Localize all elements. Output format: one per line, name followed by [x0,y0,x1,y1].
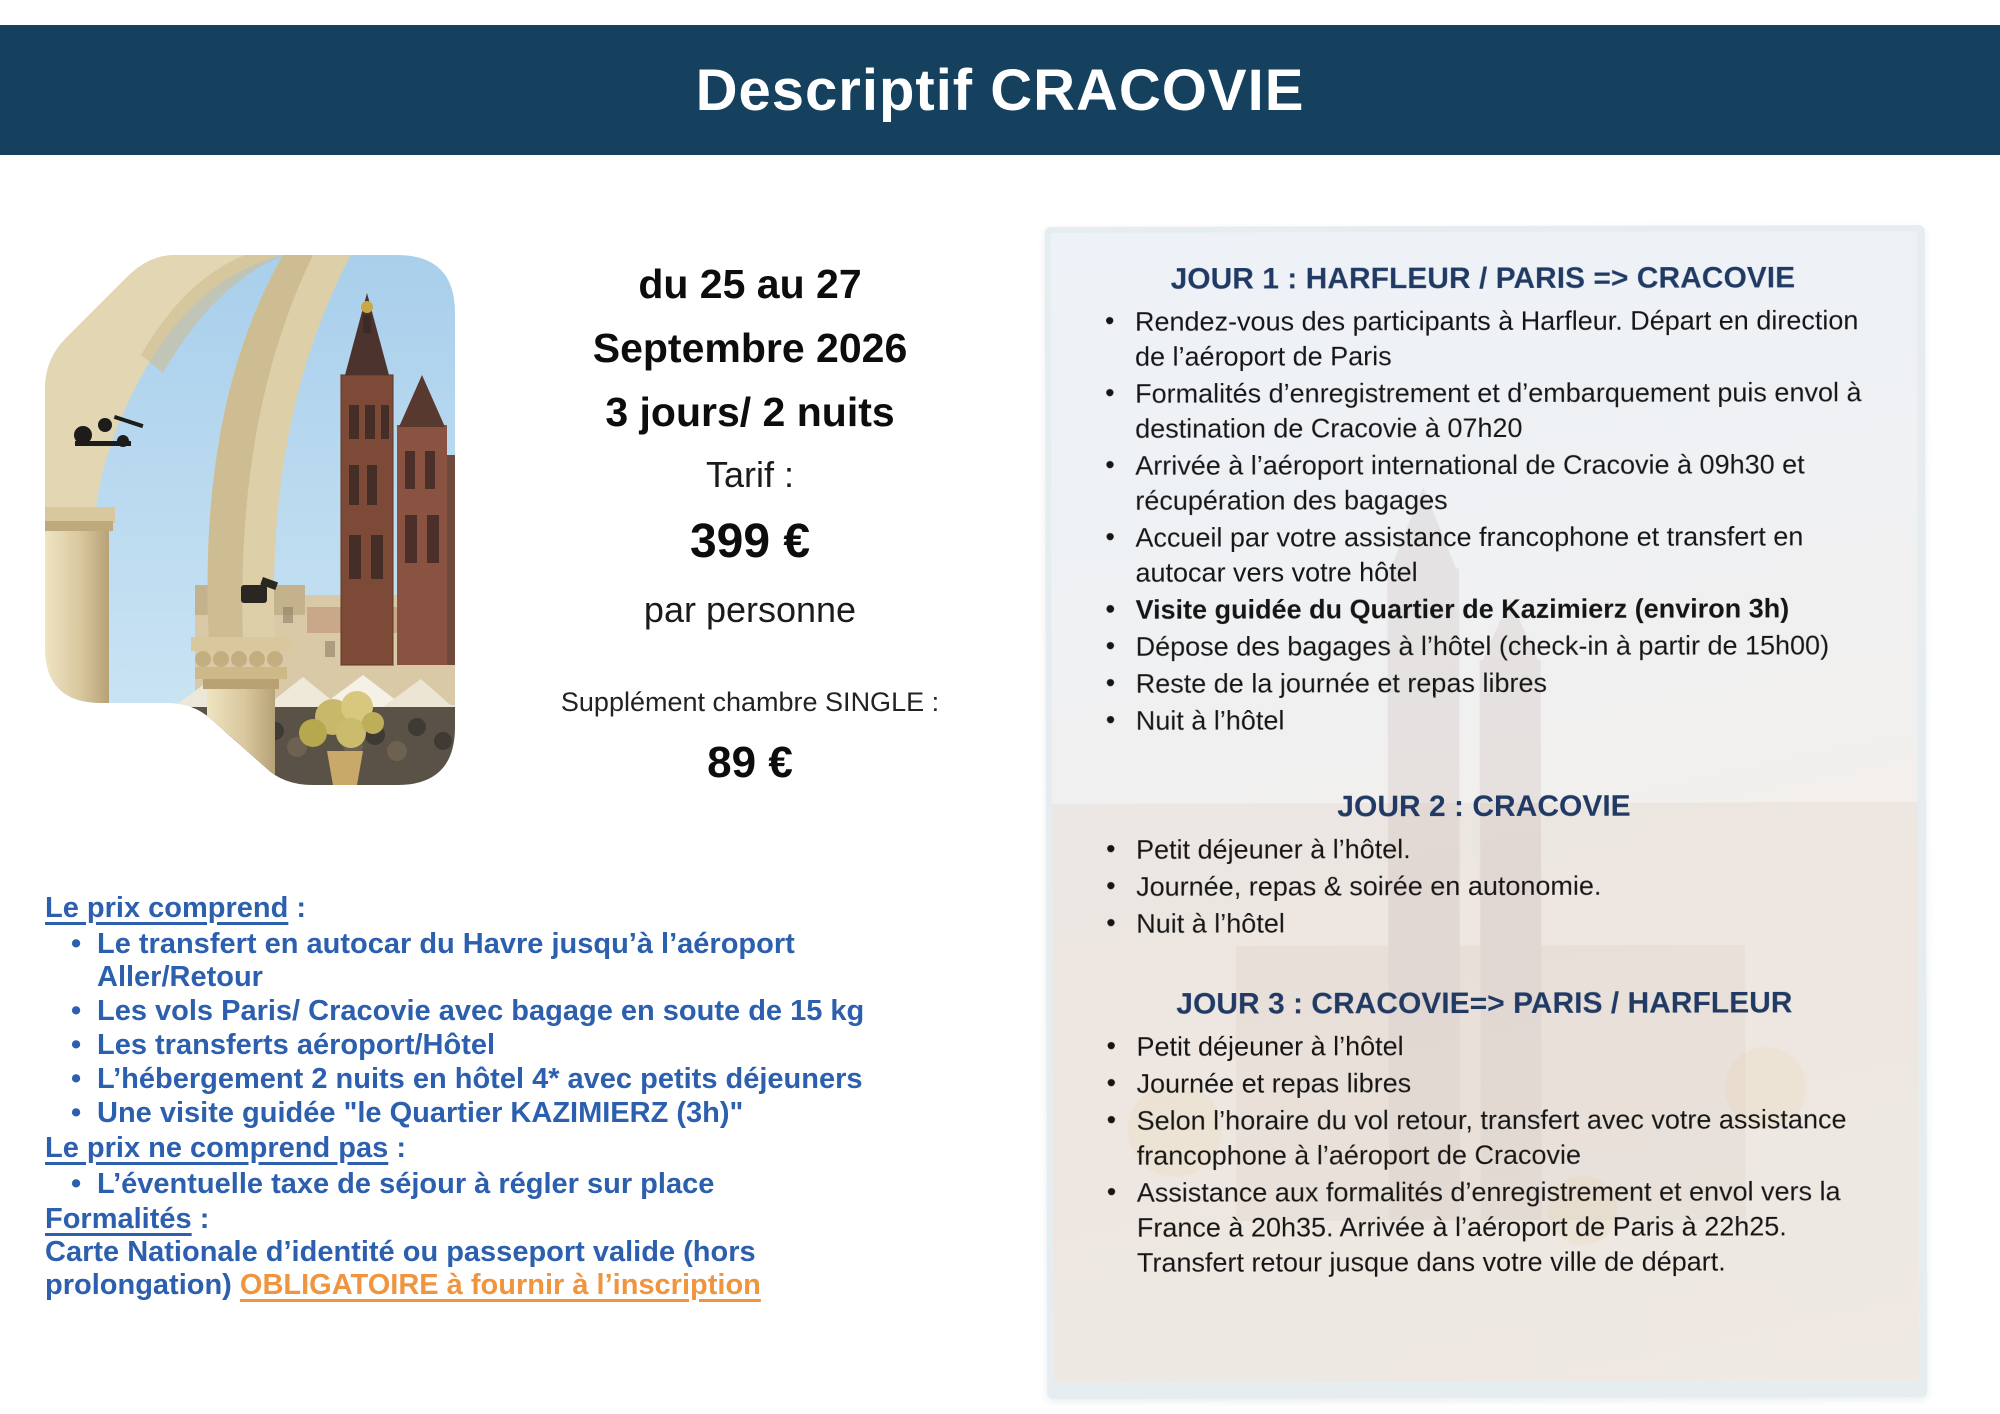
single-supplement-label: Supplément chambre SINGLE : [560,687,940,717]
list-item: • Selon l’horaire du vol retour, transfert avec votre assistance francophone à l’aéroport de Cracovie [1093,1102,1877,1174]
itinerary-content [1051,231,1919,1303]
tarif-label: Tarif : [705,454,794,495]
list-item: • Assistance aux formalités d’enregistrement et envol vers la France à 20h35. Arrivée à l’aéroport de Paris à 22h25. Transfert retour jusque dans votre ville de départ. [1093,1174,1877,1281]
day-1-heading: JOUR 1 : HARFLEUR / PARIS => CRACOVIE [1170,261,1796,296]
header-bar [0,25,2000,155]
formalities-text [45,1236,885,1302]
list-item: • Rendez-vous des participants à Harfleur. Départ en direction de l’aéroport de Paris [1091,303,1875,375]
price-value: 399 € [689,515,811,568]
day-1-list [1091,303,1876,739]
day-2-list [1092,831,1876,942]
includes-heading: Le prix comprend : [45,892,307,924]
list-item: • Petit déjeuner à l’hôtel [1092,1028,1876,1065]
day-3-heading: JOUR 3 : CRACOVIE=> PARIS / HARFLEUR [1176,986,1793,1021]
per-person-label: par personne [643,589,857,630]
list-item: • Reste de la journée et repas libres [1092,665,1876,702]
list-item: • Dépose des bagages à l’hôtel (check-in à partir de 15h00) [1092,628,1876,665]
day-3-list [1092,1028,1877,1281]
page-title: Descriptif CRACOVIE [695,57,1305,123]
includes-list [45,928,945,1130]
list-item: • Les transferts aéroport/Hôtel [45,1029,945,1062]
krakow-photo [45,255,455,785]
list-item: • Visite guidée du Quartier de Kazimierz (environ 3h) [1092,591,1876,628]
list-item: • Petit déjeuner à l’hôtel. [1092,831,1876,868]
excludes-heading: Le prix ne comprend pas : [45,1132,406,1164]
list-item: • Journée, repas & soirée en autonomie. [1092,868,1876,905]
formalities-heading: Formalités : [45,1203,210,1235]
list-item: • Les vols Paris/ Cracovie avec bagage en soute de 15 kg [45,995,945,1028]
list-item: • Nuit à l’hôtel [1092,905,1876,942]
list-item: • Arrivée à l’aéroport international de Cracovie à 09h30 et récupération des bagages [1091,447,1875,519]
itinerary-panel-paper [1051,231,1919,1383]
offer-summary [450,252,1050,792]
list-item: • Formalités d’enregistrement et d’embarquement puis envol à destination de Cracovie à 07h20 [1091,375,1875,447]
excludes-list [45,1168,945,1201]
offer-dates-line2: Septembre 2026 [592,325,908,371]
single-supplement-price: 89 € [707,738,793,787]
price-details [45,892,945,1302]
list-item: • Accueil par votre assistance francophone et transfert en autocar vers votre hôtel [1091,519,1875,591]
offer-duration: 3 jours/ 2 nuits [605,389,895,435]
formalities-body: Carte Nationale d’identité ou passeport valide (hors prolongation) [45,1236,756,1301]
krakow-photo-illustration [45,255,455,785]
formalities-highlight: OBLIGATOIRE à fournir à l’inscription [239,1269,761,1301]
list-item: • L’éventuelle taxe de séjour à régler sur place [45,1168,945,1201]
offer-dates-line1: du 25 au 27 [638,261,862,307]
list-item: • Une visite guidée "le Quartier KAZIMIERZ (3h)" [45,1097,945,1130]
list-item: • Nuit à l’hôtel [1092,702,1876,739]
list-item: • L’hébergement 2 nuits en hôtel 4* avec petits déjeuners [45,1063,945,1096]
list-item: • Le transfert en autocar du Havre jusqu’à l’aéroport Aller/Retour [45,928,945,994]
day-2-heading: JOUR 2 : CRACOVIE [1337,789,1631,824]
itinerary-panel [1045,225,1927,1399]
list-item: • Journée et repas libres [1093,1065,1877,1102]
